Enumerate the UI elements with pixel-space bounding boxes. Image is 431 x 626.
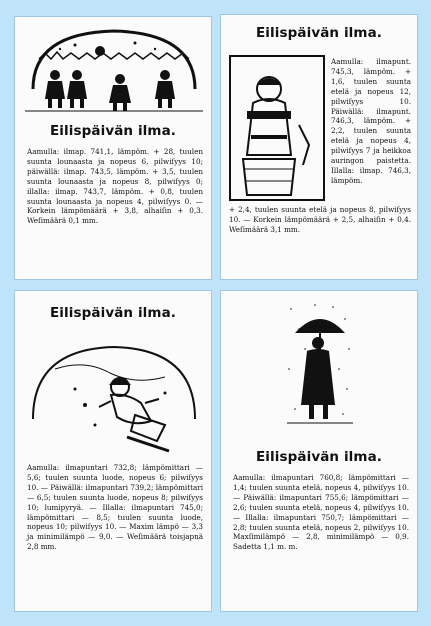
panel-2-text: + 2,4, tuulen suunta etelä ja nopeus 8, pilwiſyys 10. — Korkein lämpömäärä + 2,5, alhaiſin + 0,4. Weſimäärä 3,1 mm. (229, 205, 411, 234)
weather-clipping-2 (220, 14, 418, 280)
panel-2-caption: Aamulla: ilmapunt. 745,3, lämpöm. + 1,6, tuulen suunta etelä ja nopeus 12, pilwiſyys 10. Päiwällä: ilmapunt. 746,3, lämpöm. + 2,2, tuulen suunta etelä ja nopeus 4, pilwiſyys 7 ja heikkoa auringon paistetta. Illalla: ilmap. 746,3, lämpöm. (331, 57, 411, 185)
panel-1-text: Aamulla: ilmap. 741,1, lämpöm. + 28, tuulen suunta lounaasta ja nopeus 6, pilwiſyys 10; päiwällä: ilmap. 743,5, lämpöm. + 3,5, tuulen suunta lounaasta ja nopeus 8, pilwiſyys 0; illalla: ilmap. 743,7, lämpöm. + 0,8, tuulen suunta lounaasta ja nopeus 4, pilwiſyys 0. — Korkein lämpömäärä + 3,8, alhaiſin + 0,3. Weſimäärä 0,1 mm. (27, 147, 203, 226)
washerwoman-illustration (229, 55, 325, 201)
umbrella-woman-illustration (285, 299, 355, 429)
panel-4-text: Aamulla: ilmapuntari 760,8; lämpömittari — 1,4; tuulen suunta etelä, nopeus 4, pilwiſyys 10. — Päiwällä: ilmapuntari 755,6; lämpömittari — 2,6; tuulen suunta etelä, nopeus 4, pilwiſyys 10. — Illalla: ilmapuntari 750,7; lämpömittari — 2,8; tuulen suunta etelä, nopeus 2, pilwiſyys 10. Maxſimilämpö — 2,8, minimilämpö — 0,9. Sadetta 1,1 m. m. (233, 473, 409, 552)
sledding-child-illustration (15, 329, 212, 459)
winter-scene-illustration (15, 19, 212, 115)
panel-3-title: Eilispäivän ilma. (49, 305, 177, 321)
weather-clipping-4 (220, 290, 418, 612)
panel-2-title: Eilispäivän ilma. (255, 25, 383, 41)
panel-4-title: Eilispäivän ilma. (255, 449, 383, 465)
weather-clipping-3 (14, 290, 212, 612)
panel-3-text: Aamulla: ilmapuntari 732,8; lämpömittari — 5,6; tuulen suunta luode, nopeus 6; pilwiſyys 10. — Päiwällä: ilmapuntari 739,2; lämpömittari — 6,5; tuulen suunta luode, nopeus 8; pilwiſyys 10; lumipyryä. — Illalla: ilmapuntari 745,0; lämpömittari — 8,5; tuulen suunta luode, nopeus 10; pilwiſyys 10. — Maxim lämpö — 3,3 ja minimilämpö — 9,0. — Weſimäärä toisjapnä 2,8 mm. (27, 463, 203, 552)
panel-1-title: Eilispäivän ilma. (49, 123, 177, 139)
weather-clipping-1 (14, 16, 212, 280)
